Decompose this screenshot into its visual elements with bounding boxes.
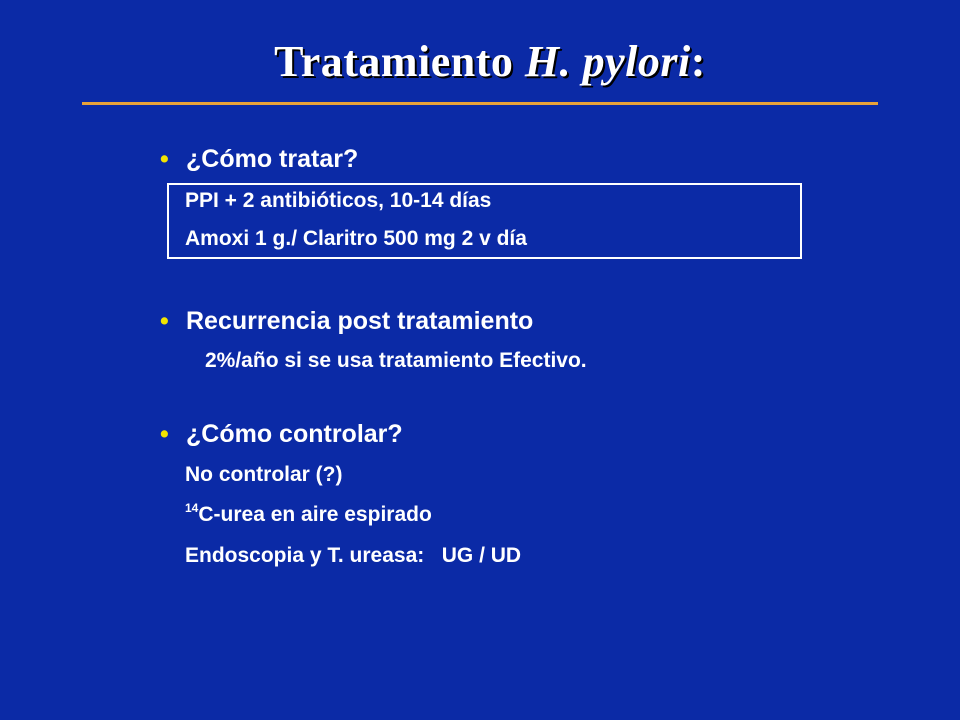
control-line-2 [185, 501, 432, 527]
control-line-2-text: C-urea en aire espirado [198, 503, 432, 526]
treatment-line-1: PPI + 2 antibióticos, 10-14 días [185, 189, 492, 212]
treatment-line-2: Amoxi 1 g./ Claritro 500 mg 2 v día [185, 227, 527, 250]
title-colon: : [690, 37, 706, 86]
title-main: Tratamiento [274, 37, 525, 86]
bullet-como-controlar [160, 420, 403, 449]
title-underline [82, 102, 878, 105]
control-line-3: Endoscopia y T. ureasa: UG / UD [185, 544, 522, 567]
bullet-recurrencia [160, 307, 533, 336]
control-line-1: No controlar (?) [185, 463, 343, 486]
title-italic: H. pylori [524, 37, 691, 86]
bullet-heading: Recurrencia post tratamiento [186, 307, 534, 335]
recurrence-line: 2%/año si se usa tratamiento Efectivo. [205, 349, 587, 372]
bullet-dot: • [160, 307, 169, 335]
isotope-superscript: 14 [185, 501, 199, 515]
bullet-heading: ¿Cómo tratar? [186, 145, 359, 173]
bullet-heading: ¿Cómo controlar? [186, 420, 403, 448]
bullet-dot: • [160, 145, 169, 173]
bullet-dot: • [160, 420, 169, 448]
bullet-como-tratar [160, 145, 358, 174]
slide-title [0, 36, 960, 87]
